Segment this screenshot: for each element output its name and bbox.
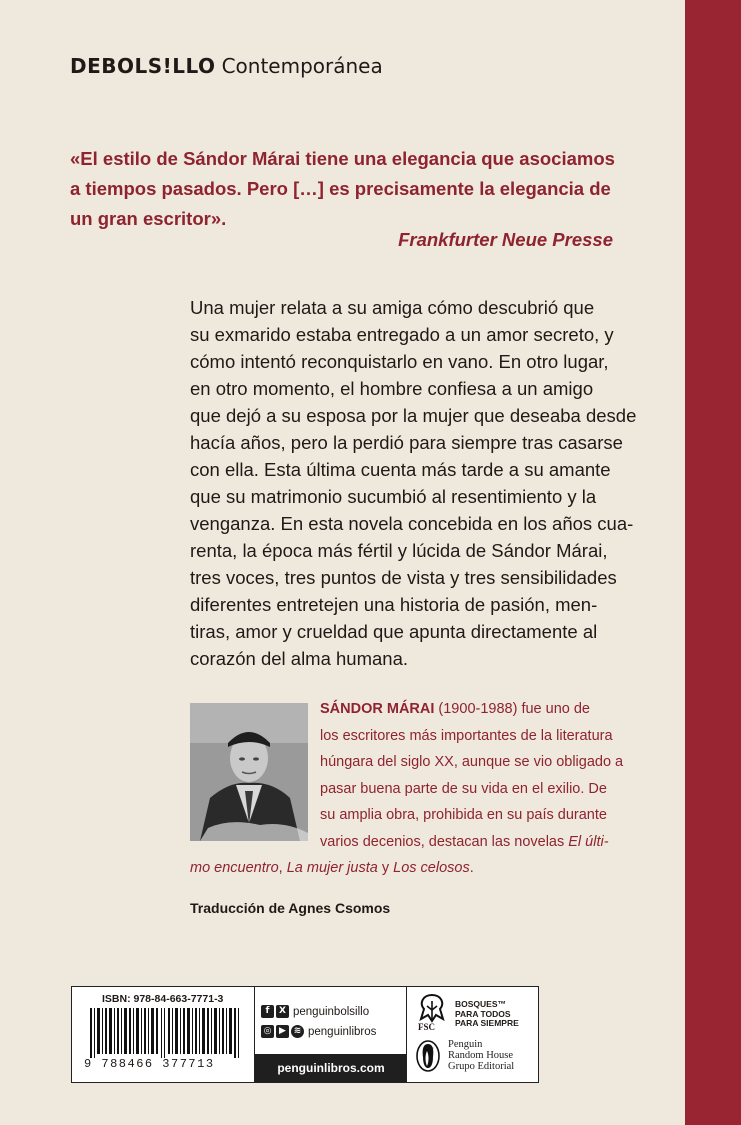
website: penguinlibros.com [255, 1054, 407, 1082]
social-handle: penguinbolsillo [293, 1005, 370, 1018]
social-row-bolsillo [261, 1005, 369, 1018]
synopsis-line: que su matrimonio sucumbió al resentimiento y la [190, 486, 597, 507]
bio-text: (1900-1988) fue uno de [434, 701, 590, 717]
synopsis-line: Una mujer relata a su amiga cómo descubrió que [190, 297, 595, 318]
imprint-brand: DEBOLS!LLO [70, 54, 216, 78]
quote-line: un gran escritor». [70, 208, 227, 229]
fsc-slogan [455, 1000, 519, 1029]
fsc-letters: FSC [418, 1022, 436, 1032]
imprint [70, 52, 383, 80]
publisher-line: Grupo Editorial [448, 1061, 515, 1072]
translation-credit: Traducción de Agnes Csomos [190, 900, 391, 916]
synopsis [190, 294, 637, 672]
synopsis-line: con ella. Esta última cuenta más tarde a su amante [190, 459, 611, 480]
fsc-logo [415, 993, 535, 1035]
quote-line: a tiempos pasados. Pero […] es precisamente la elegancia de [70, 178, 611, 199]
quote-source: Frankfurter Neue Presse [398, 229, 613, 250]
barcode [82, 1008, 248, 1058]
social-block [254, 987, 407, 1082]
facebook-icon: f [261, 1005, 274, 1018]
publisher-logo [415, 1037, 537, 1079]
press-quote [70, 144, 630, 234]
synopsis-line: tiras, amor y crueldad que apunta directamente al [190, 621, 598, 642]
book-title: La mujer justa [286, 860, 378, 876]
synopsis-line: venganza. En esta novela concebida en los años cua- [190, 513, 634, 534]
publisher-name [448, 1039, 514, 1072]
isbn: ISBN: 978-84-663-7771-3 [102, 993, 224, 1005]
x-icon: X [276, 1005, 289, 1018]
bio-line [190, 696, 630, 723]
logo-block [406, 987, 539, 1082]
publisher-line: Penguin [448, 1039, 483, 1050]
synopsis-line: que dejó a su esposa por la mujer que deseaba desde [190, 405, 637, 426]
bio-text: varios decenios, destacan las novelas [320, 833, 569, 850]
quote-line: «El estilo de Sándor Márai tiene una elegancia que asociamos [70, 148, 615, 169]
bio-text: . [469, 860, 474, 876]
instagram-icon: ◎ [261, 1025, 274, 1038]
bio-line: pasar buena parte de su vida en el exilio. De [320, 780, 607, 797]
book-title: Los celosos [393, 860, 470, 876]
book-spine [685, 0, 741, 1125]
social-row-libros [261, 1025, 376, 1038]
bio-line: húngara del siglo XX, aunque se vio obligado a [320, 754, 624, 770]
publisher-line: Random House [448, 1050, 514, 1061]
synopsis-line: corazón del alma humana. [190, 648, 409, 669]
fsc-slogan-line: PARA SIEMPRE [455, 1018, 519, 1028]
synopsis-line: su exmarido estaba entregado a un amor secreto, y [190, 324, 614, 345]
synopsis-line: tres voces, tres puntos de vista y tres sensibilidades [190, 567, 617, 588]
bio-line [190, 829, 630, 856]
bio-line: los escritores más importantes de la literatura [320, 727, 613, 744]
penguin-icon [415, 1039, 441, 1073]
fsc-slogan-line: BOSQUES™ [455, 999, 507, 1009]
author-name: SÁNDOR MÁRAI [320, 701, 435, 717]
bio-text: y [377, 860, 394, 876]
back-cover-box [71, 986, 539, 1083]
bio-text: , [278, 860, 287, 876]
social-handle: penguinlibros [308, 1025, 377, 1038]
fsc-slogan-line: PARA TODOS [455, 1008, 511, 1019]
imprint-series: Contemporánea [221, 54, 383, 78]
bio-line: su amplia obra, prohibida en su país durante [320, 807, 607, 823]
synopsis-line: en otro momento, el hombre confiesa a un amigo [190, 378, 594, 399]
synopsis-line: cómo intentó reconquistarlo en vano. En otro lugar, [190, 351, 609, 372]
fsc-tree-icon [415, 993, 449, 1023]
youtube-icon: ▶ [276, 1025, 289, 1038]
bio-line [190, 855, 630, 882]
book-title: mo encuentro [190, 860, 279, 876]
book-title: El últi- [568, 833, 609, 850]
synopsis-line: renta, la época más fértil y lúcida de Sándor Márai, [190, 540, 608, 561]
spotify-icon: ≋ [291, 1025, 304, 1038]
barcode-digits: 9 788466 377713 [84, 1057, 215, 1071]
synopsis-line: hacía años, pero la perdió para siempre tras casarse [190, 432, 623, 453]
synopsis-line: diferentes entretejen una historia de pasión, men- [190, 594, 598, 615]
barcode-block [72, 987, 254, 1082]
author-bio [190, 696, 630, 882]
